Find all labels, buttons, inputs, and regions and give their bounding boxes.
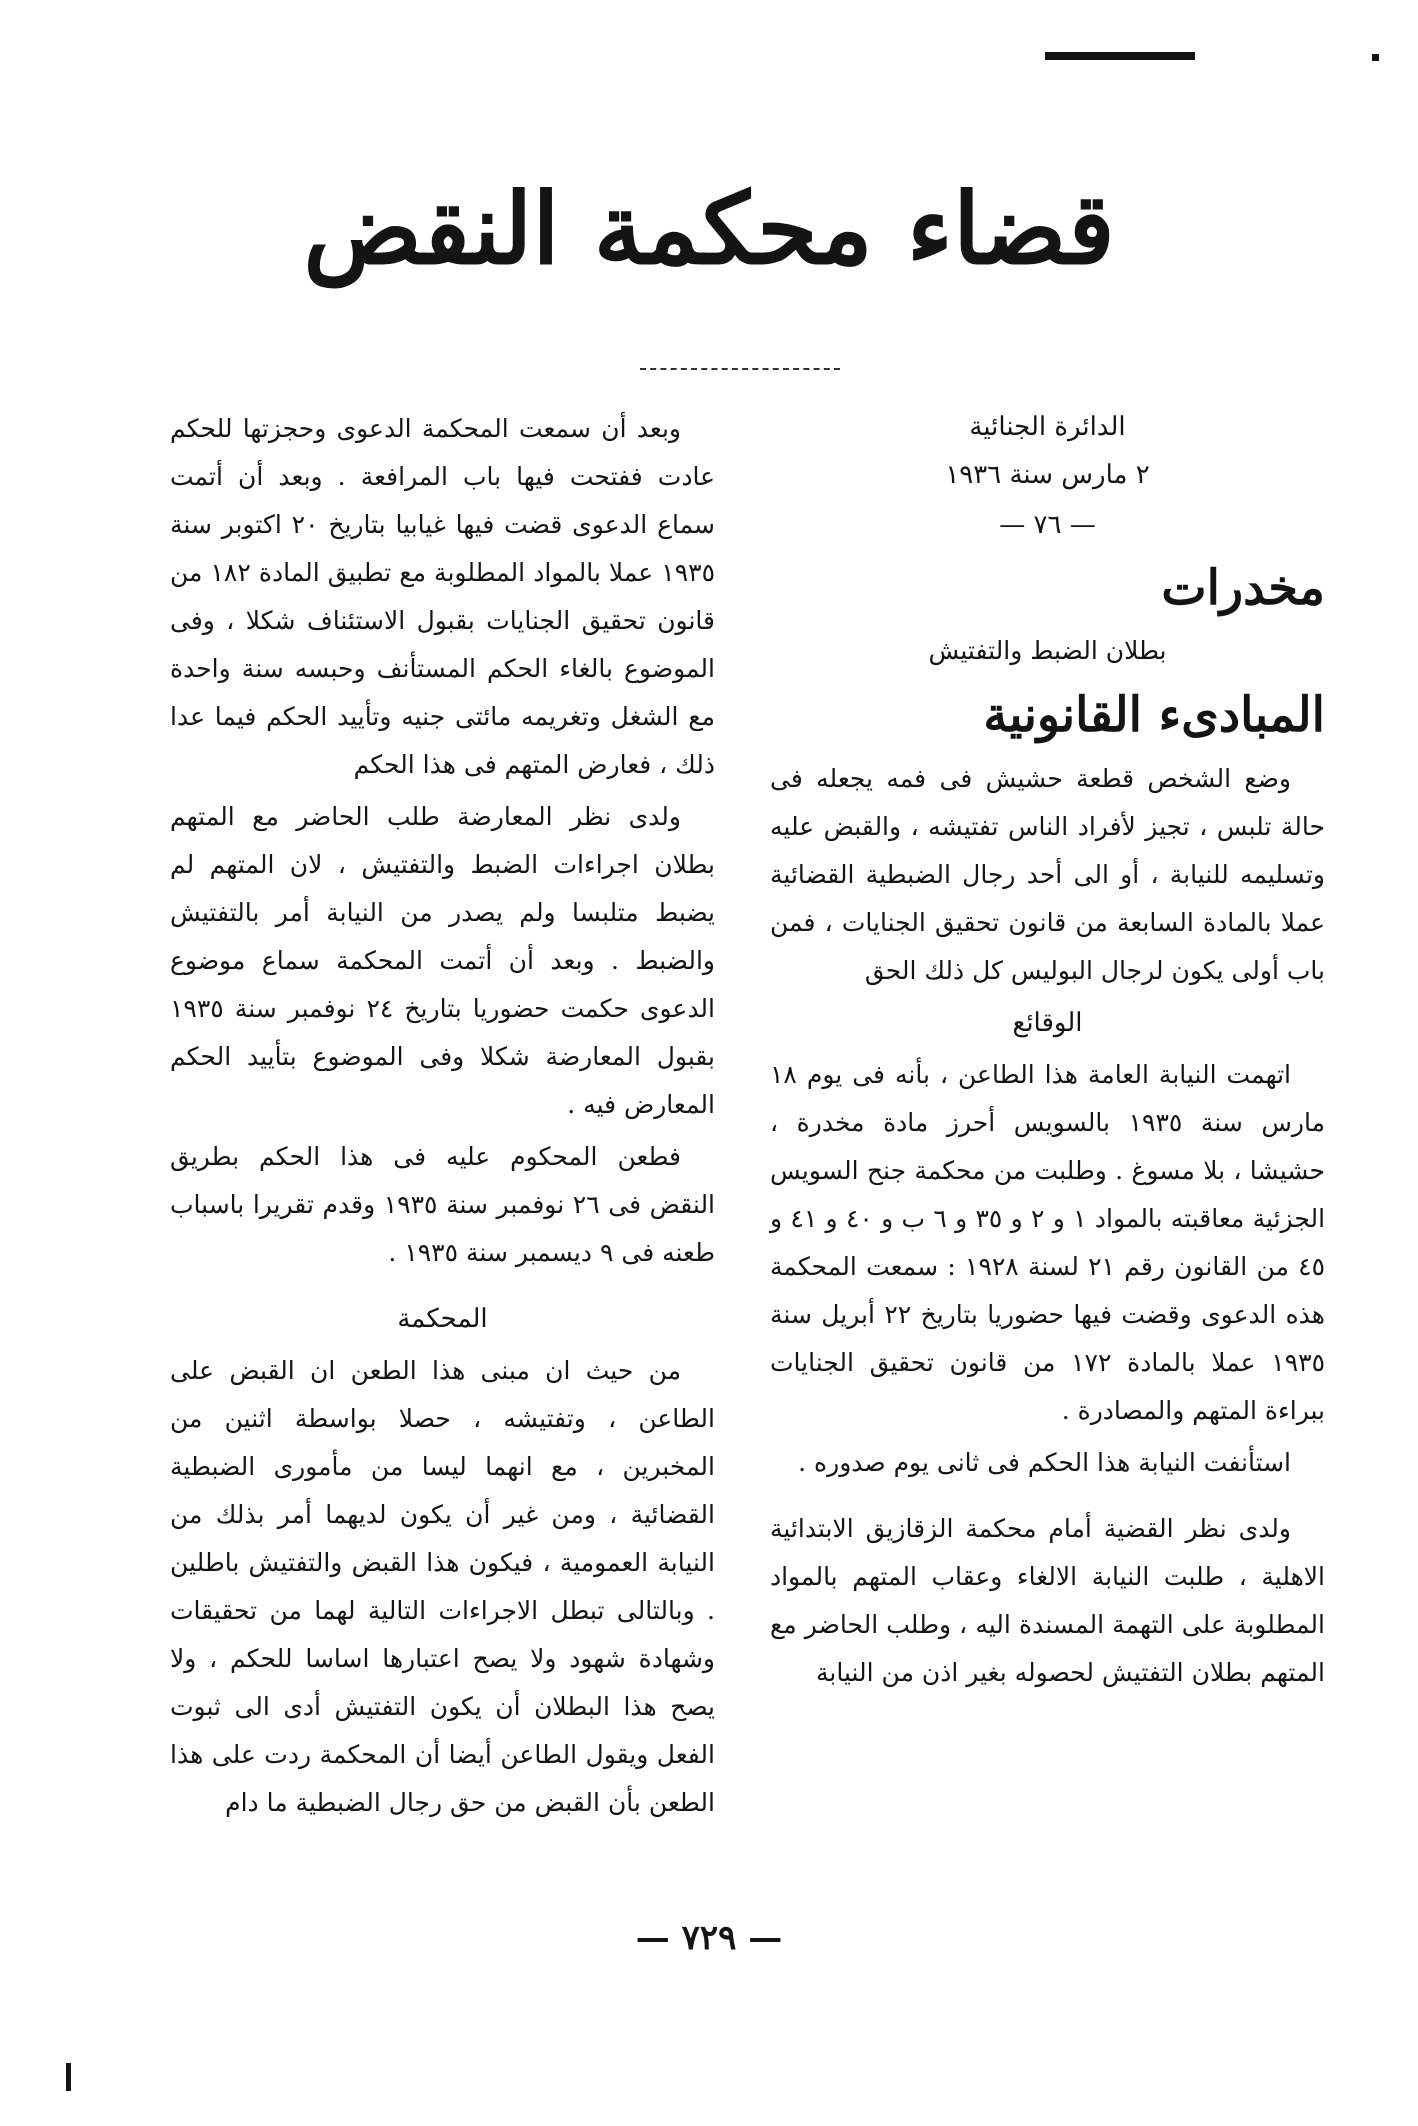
procedure-paragraph: وبعد أن سمعت المحكمة الدعوى وحجزتها للحكم عادت ففتحت فيها باب المرافعة . وبعد أن أتمت سماع الدعوى قضت فيها غيابيا بتاريخ ٢٠ اكتوبر سنة ١٩٣٥ عملا بالمواد المطلوبة مع تطبيق المادة ١٨٢ من قانون تحقيق الجنايات بقبول الاستئناف شكلا ، وفى الموضوع بالغاء الحكم المستأنف وحبسه سنة واحدة مع الشغل وتغريمه مائتى جنيه وتأييد الحكم فيما عدا ذلك ، فعارض المتهم فى هذا الحكم xyxy=(170,414,715,779)
judgment-paragraph: من حيث ان مبنى هذا الطعن ان القبض على الطاعن ، وتفتيشه ، حصلا بواسطة اثنين من المخبرين ، مع انهما ليسا من مأمورى الضبطية القضائية ، ومن غير أن يكون لديهما أمر بذلك من النيابة العمومية ، فيكون هذا القبض والتفتيش باطلين . وبالتالى تبطل الاجراءات التالية لهما من تحقيقات وشهادة شهود ولا يصح اعتبارها اساسا للحكم ، ولا يصح هذا البطلان أن يكون التفتيش أدى الى ثبوت الفعل ويقول الطاعن أيضا أن المحكمة ردت على هذا الطعن بأن القبض من حق رجال الضبطية ما دام xyxy=(170,1356,715,1817)
facts-paragraph: ولدى نظر القضية أمام محكمة الزقازيق الابتدائية الاهلية ، طلبت النيابة الالغاء وعقاب المتهم بالمواد المطلوبة على التهمة المسندة اليه ، وطلب الحاضر مع المتهم بطلان التفتيش لحصوله بغير اذن من النيابة xyxy=(770,1514,1325,1687)
topic-heading: مخدرات xyxy=(1161,560,1325,616)
masthead-divider xyxy=(640,368,840,370)
margin-mark xyxy=(66,2063,71,2091)
case-number: — ٧٦ — xyxy=(999,510,1096,540)
subtopic: بطلان الضبط والتفتيش xyxy=(928,636,1167,665)
top-mark xyxy=(1372,54,1379,61)
principle-text: وضع الشخص قطعة حشيش فى فمه يجعله فى حالة تلبس ، تجيز لأفراد الناس تفتيشه ، والقبض عليه وتسليمه للنيابة ، أو الى أحد رجال الضبطية القضائية عملا بالمادة السابعة من قانون تحقيق الجنايات ، فمن باب أولى يكون لرجال البوليس كل ذلك الحق xyxy=(770,764,1325,985)
circuit-label: الدائرة الجنائية xyxy=(969,412,1126,442)
top-rule xyxy=(1045,52,1195,60)
facts-heading: الوقائع xyxy=(1012,1008,1083,1038)
judgment-heading: المحكمة xyxy=(397,1304,488,1334)
page-number: — ٧٢٩ — xyxy=(635,1918,783,1958)
facts-paragraph: استأنفت النيابة هذا الحكم فى ثانى يوم صدوره . xyxy=(798,1448,1291,1477)
principles-heading: المبادىء القانونية xyxy=(983,687,1325,743)
session-date: ٢ مارس سنة ١٩٣٦ xyxy=(945,460,1150,490)
masthead-title: قضاء محكمة النقض xyxy=(303,172,1115,287)
facts-paragraph: اتهمت النيابة العامة هذا الطاعن ، بأنه فى يوم ١٨ مارس سنة ١٩٣٥ بالسويس أحرز مادة مخدرة ، حشيشا ، بلا مسوغ . وطلبت من محكمة جنح السويس الجزئية معاقبته بالمواد ١ و ٢ و ٣٥ و ٦ ب و ٤٠ و ٤١ و ٤٥ من القانون رقم ٢١ لسنة ١٩٢٨ : سمعت المحكمة هذه الدعوى وقضت فيها حضوريا بتاريخ ٢٢ أبريل سنة ١٩٣٥ عملا بالمادة ١٧٢ من قانون تحقيق الجنايات ببراءة المتهم والمصادرة . xyxy=(770,1060,1326,1425)
right-column xyxy=(770,405,1325,1701)
procedure-paragraph: فطعن المحكوم عليه فى هذا الحكم بطريق النقض فى ٢٦ نوفمبر سنة ١٩٣٥ وقدم تقريرا باسباب طعنه فى ٩ ديسمبر سنة ١٩٣٥ . xyxy=(170,1142,716,1267)
procedure-paragraph: ولدى نظر المعارضة طلب الحاضر مع المتهم بطلان اجراءات الضبط والتفتيش ، لان المتهم لم يضبط متلبسا ولم يصدر من النيابة أمر بالتفتيش والضبط . وبعد أن أتمت المحكمة سماع موضوع الدعوى حكمت حضوريا بتاريخ ٢٤ نوفمبر سنة ١٩٣٥ بقبول المعارضة شكلا وفى الموضوع بتأييد الحكم المعارض فيه . xyxy=(170,802,715,1119)
left-column xyxy=(170,405,715,1831)
